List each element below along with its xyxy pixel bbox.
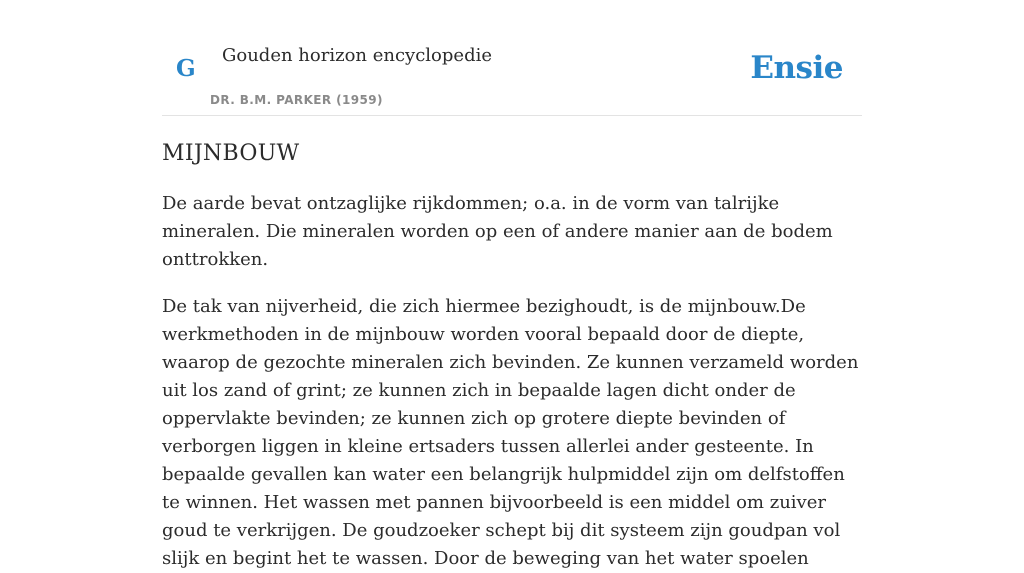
entry-headword: MIJNBOUW (162, 141, 300, 166)
book-title[interactable]: Gouden horizon encyclopedie (222, 45, 492, 66)
ensie-logo-link[interactable]: Ensie (750, 50, 843, 86)
page (162, 0, 862, 569)
definition-paragraph: De aarde bevat ontzaglijke rijkdommen; o.a. in de vorm van talrijke mineralen. Die mineralen worden op een of andere manier aan de bodem onttrokken. (162, 193, 833, 270)
definition-paragraph: De tak van nijverheid, die zich hiermee bezighoudt, is de mijnbouw.De werkmethoden in de mijnbouw worden vooral bepaald door de diepte, waarop de gezochte mineralen zich bevinden. Ze kunnen verzameld worden uit los zand of grint; ze kunnen zich in bepaalde lagen dicht onder de oppervlakte bevinden; ze kunnen zich op grotere diepte bevinden of verborgen liggen in kleine ertsaders tussen allerlei ander gesteente. In bepaalde gevallen kan water een belangrijk hulpmiddel zijn om delfstoffen te winnen. Het wassen met pannen bijvoorbeeld is een middel om zuiver goud te verkrijgen. De goudzoeker schept bij dit systeem zijn goudpan vol slijk en begint het te wassen. Door de beweging van het water spoelen (162, 296, 859, 569)
entry-header (162, 0, 862, 116)
entry-definition (162, 190, 862, 573)
book-author: DR. B.M. PARKER (1959) (210, 93, 383, 107)
book-initial-link[interactable]: G (176, 55, 196, 82)
